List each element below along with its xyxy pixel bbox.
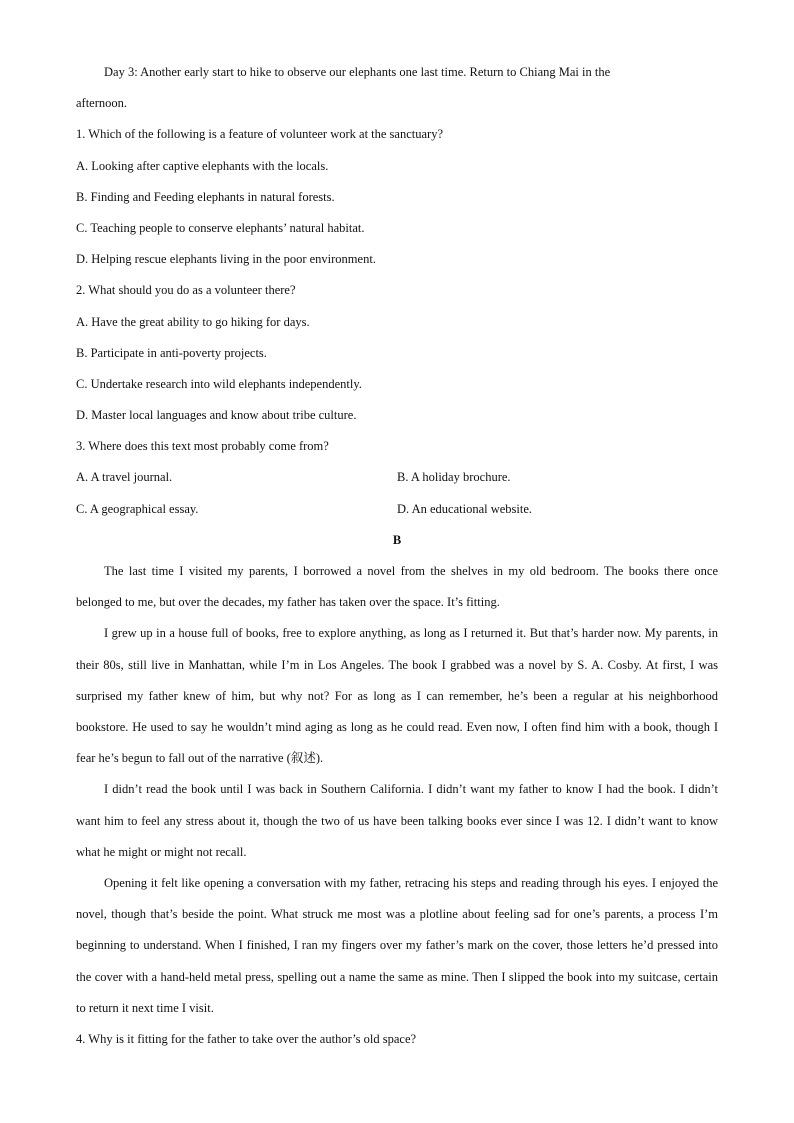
- question-2-option-b: B. Participate in anti-poverty projects.: [76, 345, 267, 360]
- question-3-option-b: B. A holiday brochure.: [397, 470, 511, 485]
- question-1-option-d: D. Helping rescue elephants living in the poor environment.: [76, 252, 376, 267]
- passage-b-paragraph-4: Opening it felt like opening a conversation with my father, retracing his steps and reading through his eyes. I enjoyed the novel, though that’s beside the point. What struck me most was a plotline about feeling sad for one’s parents, a process I’m beginning to understand. When I finished, I ran my fingers over my father’s mark on the cover, those letters he’d pressed into the cover with a hand-held metal press, spelling out a name the same as mine. Then I slipped the book into my suitcase, certain to return it next time I visit.: [76, 876, 718, 1015]
- question-2-option-a: A. Have the great ability to go hiking for days.: [76, 314, 310, 329]
- question-3-option-a: A. A travel journal.: [76, 470, 173, 485]
- question-3-options-row-2: [76, 494, 718, 525]
- question-3-option-c: C. A geographical essay.: [76, 501, 199, 516]
- question-2-option-d: D. Master local languages and know about tribe culture.: [76, 408, 357, 423]
- passage-b-paragraph-1: The last time I visited my parents, I borrowed a novel from the shelves in my old bedroom. The books there once belonged to me, but over the decades, my father has taken over the space. It’s fitting.: [76, 564, 718, 610]
- day3-text-line2: afternoon.: [76, 96, 128, 111]
- day3-text-line1: Day 3: Another early start to hike to observe our elephants one last time. Return to Chiang Mai in the: [104, 65, 611, 79]
- question-3-option-d: D. An educational website.: [397, 501, 533, 516]
- question-2-option-c: C. Undertake research into wild elephants independently.: [76, 376, 362, 391]
- document-page: [76, 57, 718, 1055]
- question-1-option-a: A. Looking after captive elephants with the locals.: [76, 158, 329, 173]
- question-1-stem: 1. Which of the following is a feature of volunteer work at the sanctuary?: [76, 127, 444, 142]
- question-4-stem: 4. Why is it fitting for the father to take over the author’s old space?: [76, 1032, 417, 1047]
- passage-b-paragraph-3: I didn’t read the book until I was back in Southern California. I didn’t want my father to know I had the book. I didn’t want him to feel any stress about it, though the two of us have been talking books ever since I was 12. I didn’t want to know what he might or might not recall.: [76, 782, 718, 859]
- question-2-stem: 2. What should you do as a volunteer there?: [76, 283, 296, 298]
- section-b-heading: B: [392, 532, 402, 547]
- passage-b-paragraph-2: I grew up in a house full of books, free to explore anything, as long as I returned it. But that’s harder now. My parents, in their 80s, still live in Manhattan, while I’m in Los Angeles. The book I grabbed was a novel by S. A. Cosby. At first, I was surprised my father knew of him, but why not? For as long as I can remember, he’s been a regular at his neighborhood bookstore. He used to say he wouldn’t mind aging as long as he could read. Even now, I often find him with a book, though I fear he’s begun to fall out of the narrative (叙述).: [76, 626, 718, 766]
- question-3-options-row-1: [76, 462, 718, 493]
- question-3-stem: 3. Where does this text most probably come from?: [76, 439, 329, 454]
- question-1-option-c: C. Teaching people to conserve elephants’ natural habitat.: [76, 220, 365, 235]
- question-1-option-b: B. Finding and Feeding elephants in natural forests.: [76, 189, 335, 204]
